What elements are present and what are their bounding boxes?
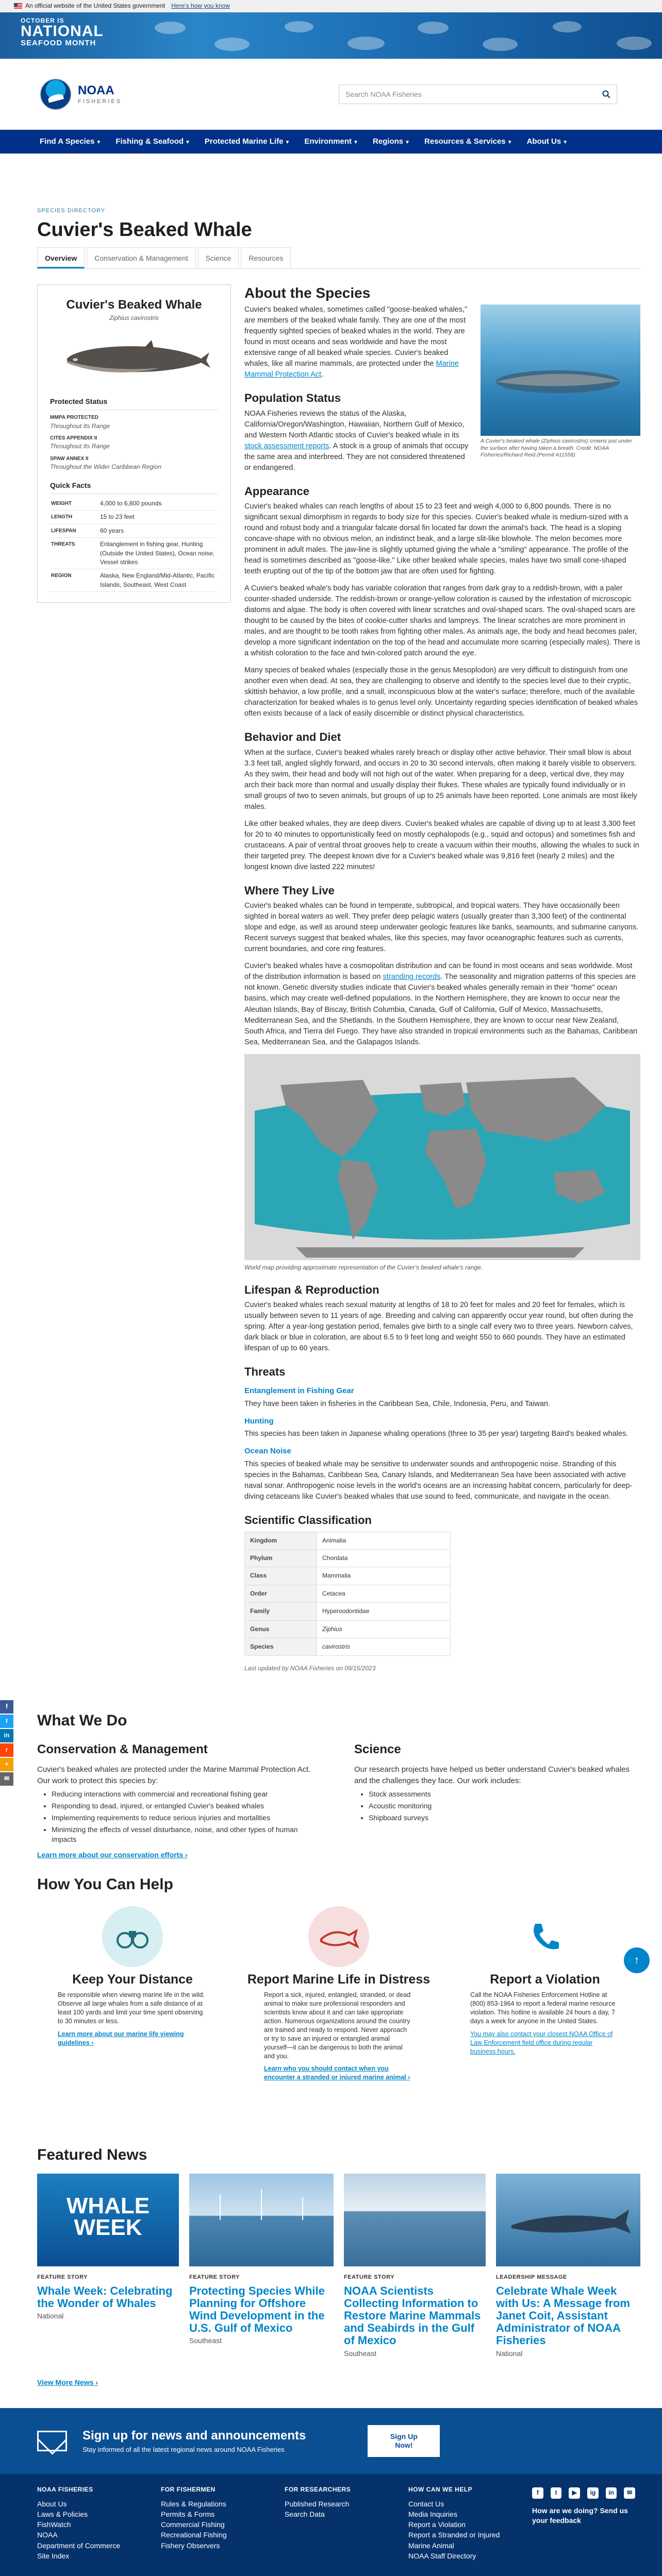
status-label[interactable]: CITES APPENDIX II bbox=[50, 435, 97, 441]
footer-link[interactable]: NOAA Staff Directory bbox=[408, 2552, 476, 2561]
news-image bbox=[496, 2174, 640, 2266]
news-region: National bbox=[496, 2349, 523, 2358]
footer-heading: FOR FISHERMEN bbox=[161, 2486, 216, 2494]
threat-heading: Entanglement in Fishing Gear bbox=[244, 1386, 354, 1395]
classification-table bbox=[244, 1532, 451, 1656]
list-item: • Reducing interactions with commercial and recreational fishing gear bbox=[52, 1789, 323, 1799]
footer-link[interactable]: Contact Us bbox=[408, 2499, 444, 2508]
help-card-text: Report a sick, injured, entangled, stranded, or dead animal to make sure professional responders and scientists know about it and can take appropriate action. Numerous organizations around the country are trained and ready to respond. Never approach or try to save an injured or entangled animal yourself—it can be dangerous to both the animal and you. bbox=[264, 1991, 411, 2060]
linkedin-icon[interactable]: in bbox=[0, 1729, 13, 1742]
about-heading: About the Species bbox=[244, 284, 371, 301]
table-row: REGION Alaska, New England/Mid-Atlantic, Pacific Islands, Southeast, West Coast bbox=[50, 569, 218, 592]
gov-banner-link[interactable]: Here's how you know bbox=[171, 2, 230, 10]
footer-heading: NOAA FISHERIES bbox=[37, 2486, 93, 2494]
news-kind: FEATURE STORY bbox=[189, 2274, 240, 2280]
list-item: • Shipboard surveys bbox=[369, 1813, 640, 1823]
linkedin-icon[interactable]: in bbox=[606, 2487, 617, 2499]
facebook-icon[interactable]: f bbox=[532, 2487, 543, 2499]
instagram-icon[interactable]: ig bbox=[587, 2487, 599, 2499]
status-value: Throughout Its Range bbox=[50, 422, 110, 430]
threat-heading: Hunting bbox=[244, 1416, 274, 1426]
threat-paragraph: This species has been taken in Japanese whaling operations (three to 35 per year) targeting Baird's beaked whales. bbox=[244, 1430, 628, 1438]
sign-up-button[interactable]: Sign Up Now! bbox=[368, 2425, 440, 2457]
help-card bbox=[450, 1906, 640, 2082]
nav-about-us[interactable]: About Us ▼ bbox=[526, 137, 568, 146]
phone-icon bbox=[515, 1906, 575, 1967]
list-item: • Acoustic monitoring bbox=[369, 1801, 640, 1811]
envelope-icon bbox=[37, 2431, 67, 2451]
about-paragraph: Cuvier's beaked whales, sometimes called "goose-beaked whales," are members of the beaked whale family. They are one of the most frequently sighted species of beaked whales in the world. They are found in most oceans and seas worldwide and have the most extensive range of all beaked whale species. Cuvier's beaked whales, like all marine mammals, are protected under the Marine Mammal Protection Act. bbox=[244, 306, 468, 379]
law-enforcement-link[interactable]: You may also contact your closest NOAA Office of Law Enforcement field office during regular business hours. bbox=[470, 2030, 613, 2055]
search-icon[interactable] bbox=[602, 90, 610, 98]
footer-heading: HOW CAN WE HELP bbox=[408, 2486, 473, 2494]
classification-heading: Scientific Classification bbox=[244, 1514, 372, 1527]
table-row: Phylum Chordata bbox=[245, 1549, 451, 1567]
table-row: Order Cetacea bbox=[245, 1585, 451, 1602]
last-updated: Last updated by NOAA Fisheries on 09/15/2023 bbox=[244, 1665, 376, 1672]
news-heading: Featured News bbox=[37, 2146, 147, 2164]
promo-line1: OCTOBER IS bbox=[21, 17, 64, 24]
distribution-paragraph: Cuvier's beaked whales have a cosmopolitan distribution and can be found in most oceans and seas worldwide. Most of the distribution information is based on stranding records. The seasonality and migration patterns of this species are not known. Genetic diversity studies indicate that Cuvier's beaked whales generally remain in their "home" ocean basins, which may create well-defined populations. In the Northern Hemisphere, they are known to occur near the Aleutian Islands, Bay of Biscay, British Columbia, Canada, Gulf of California, Gulf of Mexico, Massachusetts, Mediterranean Sea, and the Shetlands. In the Southern Hemisphere, they are known to occur near New Zealand, South Africa, and Tierra del Fuego. They have also stranded in tropical environments such as the Bahamas, Caribbean Sea, Mediterranean Sea, and the Galapagos Islands. bbox=[244, 962, 638, 1046]
breadcrumb[interactable]: SPECIES DIRECTORY bbox=[37, 208, 106, 214]
news-kind: FEATURE STORY bbox=[37, 2274, 88, 2280]
table-row: LENGTH 15 to 23 feet bbox=[50, 511, 218, 524]
help-card-title: Report a Violation bbox=[490, 1972, 600, 1987]
chevron-down-icon: ▼ bbox=[185, 140, 190, 146]
tab-overview[interactable]: Overview bbox=[37, 247, 85, 268]
youtube-icon[interactable]: ▶ bbox=[569, 2487, 580, 2499]
species-card-sci: Ziphius cavirostris bbox=[109, 314, 159, 322]
list-item: • Minimizing the effects of vessel disturbance, noise, and other types of human impacts bbox=[52, 1825, 323, 1844]
footer-link[interactable]: Search Data bbox=[285, 2510, 325, 2518]
whale-photo-figure bbox=[481, 304, 640, 459]
tab-resources[interactable]: Resources bbox=[241, 247, 291, 268]
quick-facts-table bbox=[50, 497, 218, 592]
tab-science[interactable]: Science bbox=[198, 247, 239, 268]
species-card bbox=[37, 284, 231, 603]
help-card-text: Be responsible when viewing marine life in the wild. Observe all large whales from a safe distance of at least 100 yards and limit your time spent observing to 30 minutes or less. bbox=[58, 1991, 205, 2025]
nav-regions[interactable]: Regions ▼ bbox=[372, 137, 410, 146]
email-icon[interactable]: ✉ bbox=[0, 1772, 13, 1786]
feedback-link[interactable]: How are we doing? Send us your feedback bbox=[532, 2506, 628, 2525]
stock-assessment-link[interactable]: stock assessment reports bbox=[244, 442, 329, 450]
view-more-news-link[interactable]: View More News › bbox=[37, 2378, 98, 2386]
main-nav bbox=[0, 130, 662, 154]
fish-pattern-icon bbox=[129, 12, 662, 59]
status-value: Throughout the Wider Caribbean Region bbox=[50, 463, 162, 471]
help-card bbox=[37, 1906, 228, 2082]
signup-text: Stay informed of all the latest regional news around NOAA Fisheries bbox=[82, 2446, 285, 2454]
news-card[interactable] bbox=[189, 2174, 334, 2359]
range-map[interactable] bbox=[244, 1054, 640, 1260]
stranded-animal-icon bbox=[308, 1906, 369, 1967]
map-caption: World map providing approximate representation of the Cuvier's beaked whale's range. bbox=[244, 1263, 483, 1271]
nav-environment[interactable]: Environment ▼ bbox=[304, 137, 358, 146]
chevron-down-icon: ▼ bbox=[353, 140, 358, 146]
email-icon[interactable]: ✉ bbox=[624, 2487, 635, 2499]
footer-link[interactable]: Department of Commerce bbox=[37, 2541, 121, 2550]
population-paragraph: NOAA Fisheries reviews the status of the Alaska, California/Oregon/Washington, Hawaiian, Northern Gulf of Mexico, and Western North Atlantic stocks of Cuvier's beaked whale in its stock assessment reports. A stock is a group of animals that occupy the same area and interbreed. They are not considered threatened or endangered. bbox=[244, 409, 469, 472]
what-we-do-section bbox=[22, 1709, 640, 1860]
appearance-paragraph: Many species of beaked whales (especially those in the genus Mesoplodon) are very difficult to distinguish from one another even when dead. At sea, they are challenging to observe and identify to the species level due to their cryptic, skittish behavior, a low profile, and a small, inconspicuous blow at the water's surface; therefore, much of the available characterization for beaked whales is to genus level only. Uncertainty regarding species identification of beaked whales often exists because of a lack of easily discernible or distinct physical characteristics. bbox=[244, 666, 638, 718]
news-region: Southeast bbox=[189, 2336, 222, 2345]
threats-heading: Threats bbox=[244, 1365, 286, 1379]
table-row: Species cavirostris bbox=[245, 1638, 451, 1655]
news-card[interactable] bbox=[37, 2174, 179, 2359]
footer-link[interactable]: Commercial Fishing bbox=[161, 2520, 225, 2529]
footer-link[interactable]: Site Index bbox=[37, 2552, 70, 2561]
news-image bbox=[189, 2174, 334, 2266]
footer-heading: FOR RESEARCHERS bbox=[285, 2486, 351, 2494]
social-links bbox=[532, 2487, 635, 2499]
how-you-can-help-section bbox=[22, 1873, 640, 2082]
table-row: Genus Ziphius bbox=[245, 1620, 451, 1638]
conservation-intro: Cuvier's beaked whales are protected under the Marine Mammal Protection Act. Our work to protect this species by: bbox=[37, 1765, 311, 1785]
what-we-do-heading: What We Do bbox=[37, 1711, 127, 1729]
science-intro: Our research projects have helped us better understand Cuvier's beaked whales and the challenges they face. Our work includes: bbox=[354, 1765, 630, 1785]
share-more-icon[interactable]: + bbox=[0, 1758, 13, 1771]
stranding-records-link[interactable]: stranding records bbox=[383, 973, 441, 981]
footer-link[interactable]: About Us bbox=[37, 2499, 67, 2508]
tab-bar bbox=[37, 247, 640, 269]
status-label[interactable]: SPAW ANNEX II bbox=[50, 455, 89, 462]
science-heading: Science bbox=[354, 1742, 401, 1757]
quick-facts-heading: Quick Facts bbox=[50, 480, 218, 494]
signup-heading: Sign up for news and announcements bbox=[82, 2429, 306, 2443]
lifespan-heading: Lifespan & Reproduction bbox=[244, 1283, 379, 1296]
conservation-link[interactable]: Learn more about our conservation efforts › bbox=[37, 1850, 188, 1859]
news-title[interactable]: NOAA Scientists Collecting Information to Restore Marine Mammals and Seabirds in the Gulf of Mexico bbox=[344, 2284, 481, 2347]
table-row: Kingdom Animalia bbox=[245, 1532, 451, 1549]
viewing-guidelines-link[interactable]: Learn more about our marine life viewing guidelines › bbox=[58, 2030, 184, 2046]
behavior-heading: Behavior and Diet bbox=[244, 731, 341, 744]
threat-paragraph: They have been taken in fisheries in the Caribbean Sea, Chile, Indonesia, Peru, and Taiwan. bbox=[244, 1399, 550, 1408]
news-image bbox=[344, 2174, 486, 2266]
mmpa-link[interactable]: Marine Mammal Protection Act bbox=[244, 360, 459, 379]
status-value: Throughout Its Range bbox=[50, 443, 110, 450]
whale-photo[interactable] bbox=[481, 304, 640, 436]
facebook-icon[interactable]: f bbox=[0, 1700, 13, 1714]
gov-banner bbox=[0, 0, 662, 12]
arrow-up-icon: ↑ bbox=[634, 1954, 640, 1967]
list-item: • Responding to dead, injured, or entangled Cuvier's beaked whales bbox=[52, 1801, 323, 1811]
featured-news-section bbox=[22, 2144, 640, 2387]
nav-resources-services[interactable]: Resources & Services ▼ bbox=[424, 137, 512, 146]
twitter-icon[interactable]: t bbox=[0, 1715, 13, 1728]
chevron-down-icon: ▼ bbox=[405, 140, 410, 146]
news-card[interactable] bbox=[496, 2174, 640, 2359]
nav-find-a-species[interactable]: Find A Species ▼ bbox=[40, 137, 102, 146]
promo-line2: NATIONAL bbox=[21, 23, 104, 40]
nav-fishing-seafood[interactable]: Fishing & Seafood ▼ bbox=[115, 137, 190, 146]
news-card[interactable] bbox=[344, 2174, 486, 2359]
footer-link[interactable]: Fishery Observers bbox=[161, 2541, 220, 2550]
search-input[interactable]: Search NOAA Fisheries bbox=[339, 84, 617, 104]
noaa-logo-icon[interactable] bbox=[40, 78, 72, 110]
news-image-text: WHALE WEEK bbox=[66, 2193, 150, 2240]
help-card-title: Report Marine Life in Distress bbox=[247, 1972, 431, 1987]
nav-protected-marine-life[interactable]: Protected Marine Life ▼ bbox=[204, 137, 290, 146]
us-flag-icon bbox=[14, 3, 22, 9]
appearance-heading: Appearance bbox=[244, 484, 309, 498]
threat-paragraph: This species of beaked whale may be sensitive to underwater sounds and anthropogenic noise. Stranding of this species in the Bahamas, Caribbean Sea, Canary Islands, and Mediterranean Sea have been associated with active naval sonar. Anthropogenic noise levels in the world's oceans are an increasing habitat concern, particularly for deep-diving cetaceans like Cuvier's beaked whales that use sound to feed, communicate, and navigate in the ocean. bbox=[244, 1460, 633, 1501]
behavior-paragraph: When at the surface, Cuvier's beaked whales rarely breach or display other active behavior. Their small blow is about 3.3 feet tall, angled slightly forward, and occurs in 20 to 30 second intervals, often making it barely visible to observers. As they swim, their head and body will not high out of the water. When preparing for a deep, vertical dive, they may arch their back more than normal and usually display their flukes. These whales are typically found individually or in small groups of two to seven animals, but groups of up to 25 animals have been reported. Lone animals are most likely males. bbox=[244, 748, 637, 811]
footer-link[interactable]: Rules & Regulations bbox=[161, 2499, 226, 2508]
footer-link[interactable]: Published Research bbox=[285, 2499, 350, 2508]
lifespan-paragraph: Cuvier's beaked whales reach sexual maturity at lengths of 18 to 20 feet for males and 20 feet for females, which is usually between seven to 11 years of age. Breeding and calving can apparently occur year round, but often during the spring. After a year-long gestation period, females give birth to a single calf every two to three years. Newborn calves, dark black or blue in coloration, are about 6.5 to 9 feet long and weight 550 to 660 pounds. They have an estimated lifespan of up to 60 years. bbox=[244, 1301, 634, 1353]
news-kind: LEADERSHIP MESSAGE bbox=[496, 2274, 567, 2280]
status-label[interactable]: MMPA PROTECTED bbox=[50, 415, 98, 421]
threat-heading: Ocean Noise bbox=[244, 1447, 291, 1456]
news-kind: FEATURE STORY bbox=[344, 2274, 394, 2280]
twitter-icon[interactable]: t bbox=[551, 2487, 562, 2499]
page-title: Cuvier's Beaked Whale bbox=[37, 218, 252, 241]
table-row: THREATS Entanglement in fishing gear, Hunting (Outside the United States), Ocean noise, Vessel strikes bbox=[50, 538, 218, 569]
newsletter-signup bbox=[0, 2408, 662, 2474]
footer-link[interactable]: Permits & Forms bbox=[161, 2510, 215, 2518]
share-bar bbox=[0, 1700, 13, 1787]
news-region: National bbox=[37, 2312, 64, 2320]
help-card-text: Call the NOAA Fisheries Enforcement Hotline at (800) 853-1964 to report a federal marine resource violation. This hotline is available 24 hours a day, 7 days a week for anyone in the United States. bbox=[470, 1991, 616, 2025]
list-item: • Implementing requirements to reduce serious injuries and mortalities bbox=[52, 1813, 323, 1823]
list-item: • Stock assessments bbox=[369, 1789, 640, 1799]
table-row: Class Mammalia bbox=[245, 1567, 451, 1585]
site-footer bbox=[0, 2474, 662, 2576]
behavior-paragraph: Like other beaked whales, they are deep divers. Cuvier's beaked whales are capable of diving up to at least 3,300 feet for 20 to 40 minutes to opportunistically feed on mostly cephalopods (e.g., squid and octopus) and sometimes fish and crustaceans. A pair of ventral throat grooves help to create a vacuum within their mouths, allowing the whales to suck in their targeted prey. The deepest known dive for a Cuvier's beaked whale was 9,816 feet (nearly 2 miles) and the longest known dive lasted 222 minutes! bbox=[244, 819, 639, 871]
help-card bbox=[243, 1906, 434, 2082]
news-title[interactable]: Celebrate Whale Week with Us: A Message from Janet Coit, Assistant Administrator of NOAA Fisheries bbox=[496, 2284, 630, 2347]
population-heading: Population Status bbox=[244, 392, 341, 405]
promo-line3: SEAFOOD MONTH bbox=[21, 39, 96, 47]
seafood-month-banner[interactable] bbox=[0, 12, 662, 59]
help-card-title: Keep Your Distance bbox=[72, 1972, 193, 1987]
gov-banner-text: An official website of the United States government bbox=[25, 2, 166, 10]
footer-link[interactable]: Media Inquiries bbox=[408, 2510, 457, 2518]
news-image bbox=[37, 2174, 179, 2266]
tab-conservation[interactable]: Conservation & Management bbox=[87, 247, 195, 268]
chevron-down-icon: ▼ bbox=[285, 140, 290, 146]
table-row: LIFESPAN 60 years bbox=[50, 524, 218, 537]
photo-caption: A Cuvier's beaked whale (Ziphius cavirostris) crowns just under the surface after having taken a breath. Credit: NOAA Fisheries/Richard Reid (Permit #11558) bbox=[481, 438, 632, 459]
chevron-down-icon: ▼ bbox=[562, 140, 568, 146]
appearance-paragraph: Cuvier's beaked whales can reach lengths of about 15 to 23 feet and weigh 4,000 to 6,800 pounds. There is no significant sexual dimorphism in regards to body size for this species. Cuvier's beaked whale is medium-sized with a round and robust body and a triangular falcate dorsal fin located far down the animal's back. The head is a sloping concave-shape with no obvious melon, an indistinct beak, and a large slit-like blowhole. The melon becomes more prominent in adult males. The jaw-line is slightly upturned giving the whale a "smiling" appearance. The profile of the head is sometimes described as "goose-like." Like other beaked whale species, males have two small cone-shaped teeth erupting out of the tip of the bottom jaw that are often used for fighting. bbox=[244, 502, 628, 576]
help-heading: How You Can Help bbox=[37, 1876, 173, 1893]
brand[interactable]: NOAA FISHERIES bbox=[78, 83, 122, 105]
footer-link[interactable]: Report a Stranded or Injured Marine Animal bbox=[408, 2531, 500, 2550]
where-they-live-heading: Where They Live bbox=[244, 884, 335, 897]
news-title[interactable]: Protecting Species While Planning for Offshore Wind Development in the U.S. Gulf of Mexico bbox=[189, 2284, 325, 2335]
species-card-name: Cuvier's Beaked Whale bbox=[66, 297, 202, 312]
table-row: Family Hyperoodontidae bbox=[245, 1603, 451, 1620]
site-header bbox=[0, 59, 662, 130]
whale-illustration bbox=[50, 326, 218, 388]
conservation-heading: Conservation & Management bbox=[37, 1742, 208, 1757]
reddit-icon[interactable]: r bbox=[0, 1743, 13, 1757]
appearance-paragraph: A Cuvier's beaked whale's body has variable coloration that ranges from dark gray to a reddish-brown, with a paler counter-shaded underside. The reddish-brown or orange-yellow coloration is caused by the infestation of microscopic diatoms and algae. The body is often covered with linear scratches and oval-shaped scars. The oval-shaped scars are thought to be caused by the bites of cookie-cutter sharks and lampreys. The linear scratches are more prominent in males, and are thought to be tooth rakes from fighting other males. As animals age, the body and head becomes paler, develop a more significant indentation on the top of the head and accumulate more scarring (especially males). There is a whitish coloration to the face and twin-colored patch around the eye. bbox=[244, 584, 640, 658]
news-title[interactable]: Whale Week: Celebrating the Wonder of Whales bbox=[37, 2284, 173, 2310]
binoculars-icon bbox=[102, 1906, 163, 1967]
footer-link[interactable]: Report a Violation bbox=[408, 2520, 466, 2529]
protected-status-heading: Protected Status bbox=[50, 396, 218, 410]
stranding-contact-link[interactable]: Learn who you should contact when you encounter a stranded or injured marine animal › bbox=[264, 2065, 410, 2081]
footer-link[interactable]: Recreational Fishing bbox=[161, 2531, 227, 2539]
footer-link[interactable]: FishWatch bbox=[37, 2520, 71, 2529]
habitat-paragraph: Cuvier's beaked whales can be found in temperate, subtropical, and tropical waters. They have occasionally been sighted in boreal waters as well. They prefer deep pelagic waters (usually greater than 3,300 feet) of the continental slope and edge, as well as around steep underwater geologic features like banks, seamounts, and submarine canyons. Recent surveys suggest that beaked whales, like this species, may favor oceanographic features such as currents, current boundaries, and core ring features. bbox=[244, 902, 639, 954]
table-row: WEIGHT 4,000 to 6,800 pounds bbox=[50, 497, 218, 511]
footer-link[interactable]: NOAA bbox=[37, 2531, 58, 2539]
news-region: Southeast bbox=[344, 2349, 377, 2358]
footer-link[interactable]: Laws & Policies bbox=[37, 2510, 88, 2518]
chevron-down-icon: ▼ bbox=[507, 140, 512, 146]
chevron-down-icon: ▼ bbox=[96, 140, 102, 146]
